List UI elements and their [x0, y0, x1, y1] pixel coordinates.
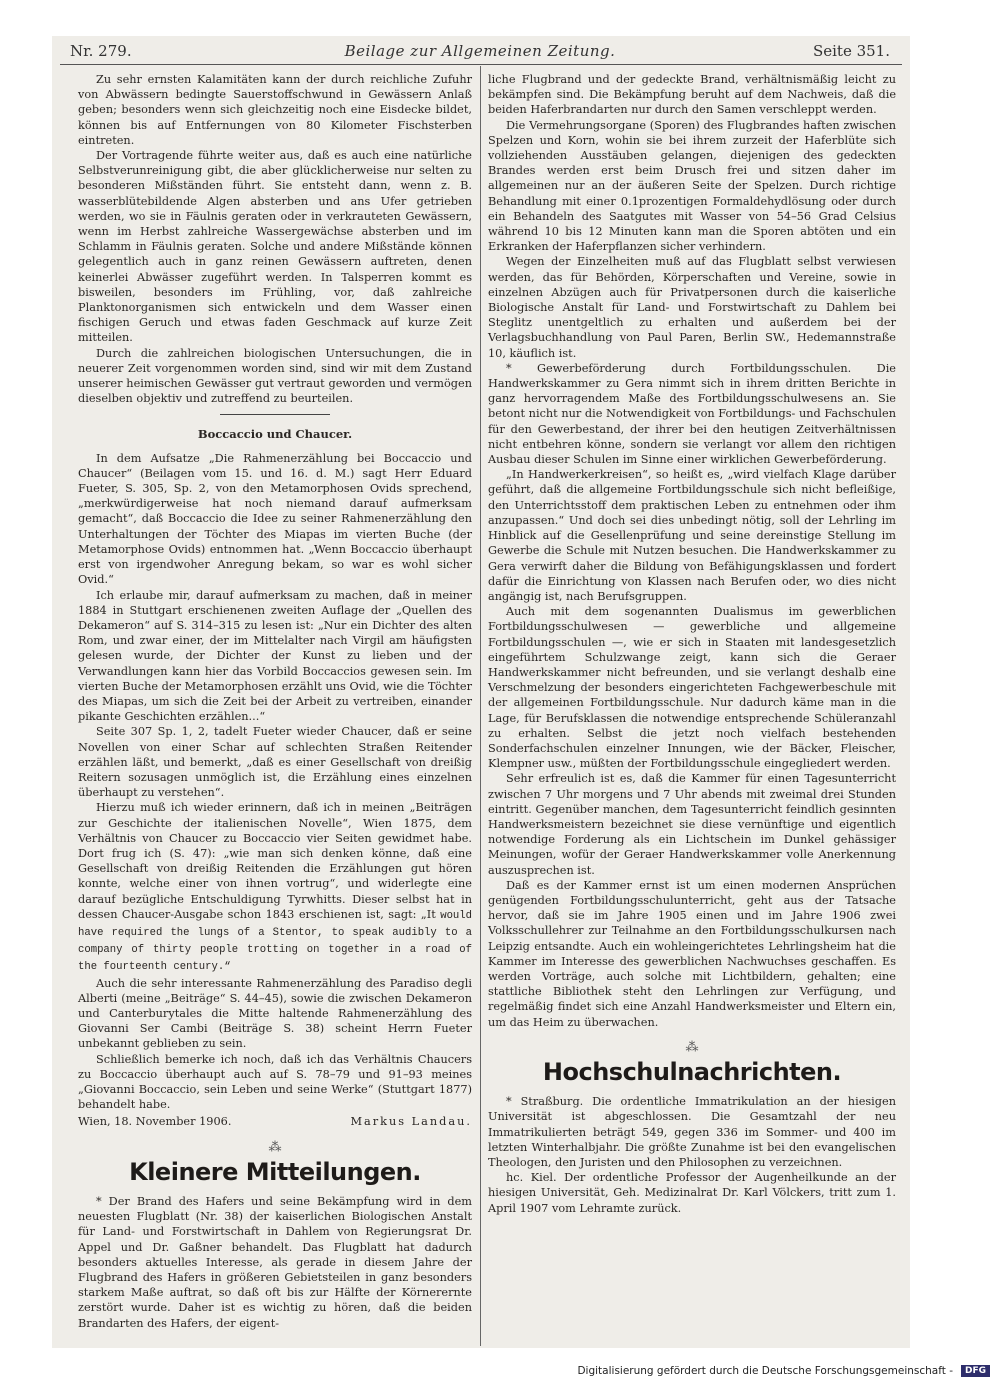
article-title-boccaccio: Boccaccio und Chaucer.	[197, 427, 353, 442]
paragraph-strassburg: * Straßburg. Die ordentliche Immatrikulation an der hiesigen Universität ist abgeschlossen. Die Gesamtzahl der neu Immatrikulierten beträgt 549, gegen 336 im Sommer- und 400 im letzten Winterhalbjahr. Die größte Zunahme ist bei den evangelischen Theologen, den Juristen und den Philosophen zu verzeichnen.	[488, 1095, 896, 1170]
paragraph-boccaccio-4-german: Hierzu muß ich wieder erinnern, daß ich in meinen „Beiträgen zur Geschichte der italienischen Novelle“, Wien 1875, dem Verhältnis von Chaucer zu Boccaccio vier Seiten gewidmet habe. Dort frug ich (S. 47): „wie man sich denken könne, daß eine Gesellschaft von dreißig Reitenden die Erzählungen gut hören konnte, welche einer von ihnen vortrug“, und widerlegte eine darauf bezügliche Entschuldigung Tyrwhitts. Dieser selbst hat in dessen Chaucer-Ausgabe schon 1843 erschienen ist, sagt: „It	[78, 801, 472, 921]
paragraph-biologische-untersuchungen: Durch die zahlreichen biologischen Untersuchungen, die in neuerer Zeit vorgenommen worden sind, sind wir mit dem Zustand unserer heimischen Gewässer gut vertraut geworden und vermögen dieselben objektiv und zutreffend zu beurteilen.	[78, 346, 472, 406]
paragraph-dualismus: Auch mit dem sogenannten Dualismus im gewerblichen Fortbildungsschulwesen — gewerbliche und allgemeine Fortbildungsschulen —, wie er sich in Staaten mit landesgesetzlich eingeführtem Schulzwange zeigt, kann sich die Geraer Handwerkskammer nicht befreunden, und sie verlangt deshalb eine Verschmelzung der besonders eingerichteten Fachgewerbeschule mit der allgemeinen Fortbildungsschule. Nur dadurch käme man in die Lage, für Berufsklassen die notwendige entsprechende Schüleranzahl zu erhalten. Selbst die jetzt noch vielfach bestehenden Sonderfachschulen einzelner Innungen, wie der Bäcker, Fleischer, Klempner usw., müßten der Fortbildungsschule eingegliedert werden.	[488, 605, 896, 771]
dfg-logo-icon: DFG	[961, 1365, 990, 1377]
paragraph-selbstverunreinigung: Der Vortragende führte weiter aus, daß es auch eine natürliche Selbstverunreinigung gibt, die aber glücklicherweise nur selten zu besonderen Mißständen führt. Sie entsteht dann, wenn z. B. wasserblütebildende Algen absterben und ans Ufer getrieben werden, wo sie in Fäulnis geraten oder in verkrauteten Gewässern, wenn im Herbst zahlreiche Wassergewächse absterben und im Schlamm in Fäulnis geraten. Solche und andere Mißstände können gelegentlich auch in ganz reinen Gewässern auftreten, denen keinerlei Abwässer zugeführt werden. In Talsperren kommt es bisweilen, besonders im Frühling, vor, daß zahlreiche Planktonorganismen sich entwickeln und dem Wasser einen fischigen Geruch und etwas faden Geschmack auf kurze Zeit mitteilen.	[78, 149, 472, 345]
paragraph-haferbrand: * Der Brand des Hafers und seine Bekämpfung wird in dem neuesten Flugblatt (Nr. 38) der kaiserlichen Biologischen Anstalt für Land- und Forstwirtschaft in Dahlem von Regierungsrat Dr. Appel und Dr. Gaßner behandelt. Das Flugblatt hat dadurch besonders aktuelles Interesse, als gerade in diesem Jahre der Flugbrand des Hafers in größeren Gebietsteilen in ganz besonders starkem Maße auftrat, so daß oft bis zur Hälfte der Körnerernte zerstört wurde. Daher ist es wichtig zu hören, daß die beiden Brandarten des Hafers, der eigent-	[78, 1195, 472, 1330]
paragraph-lehrlingsheim: Daß es der Kammer ernst ist um einen modernen Ansprüchen genügenden Fortbildungsschulunterricht, geht aus der Tatsache hervor, daß sie im Jahre 1905 einen und im Jahre 1906 zwei Volksschullehrer zur Teilnahme an den Fortbildungsschulkursen nach Leipzig entsandte. Auch ein wohleingerichtetes Lehrlingsheim hat die Kammer im Interesse des gewerblichen Nachwuchses geschaffen. Es werden Vorträge, auch solche mit Lichtbildern, gehalten; eine stattliche Bibliothek steht den Lehrlingen zur Verfügung, und regelmäßig findet sich eine Anzahl Handwerksmeister und Eltern ein, um das Heim zu überwachen.	[488, 878, 896, 1029]
page-header	[70, 42, 890, 64]
ornament-right: ⁂	[685, 1039, 699, 1055]
ornament-left: ⁂	[268, 1139, 282, 1155]
paragraph-flugblatt: Wegen der Einzelheiten muß auf das Flugblatt selbst verwiesen werden, das für Behörden, Körperschaften und Vereine, sowie in einzelnen Abzügen auch für Privatpersonen durch die kaiserliche Biologische Anstalt für Land- und Forstwirtschaft zu Dahlem bei Steglitz unentgeltlich zu erhalten und außerdem bei der Verlagsbuchhandlung von Paul Paren, Berlin SW., Hedemannstraße 10, käuflich ist.	[488, 255, 896, 360]
column-divider	[480, 66, 481, 1346]
paragraph-sporen: Die Vermehrungsorgane (Sporen) des Flugbrandes haften zwischen Spelzen und Korn, wohin sie bei ihrem zurzeit der Haferblüte sich vollziehenden Ausstäuben gelangen, diejenigen des gedeckten Brandes werden erst beim Drusch frei und sitzen daher im allgemeinen nur an der äußeren Seite der Spelzen. Durch richtige Behandlung mit einer 0.1prozentigen Formaldehydlösung oder durch ein Behandeln des Saatgutes mit Wasser von 54–56 Grad Celsius während 10 bis 12 Minuten kann man die Sporen abtöten und ein Erkranken der Haferpflanzen sicher verhindern.	[488, 118, 896, 254]
digitization-footer	[577, 1365, 990, 1377]
page-number-right: Seite 351.	[812, 42, 890, 60]
paragraph-gewerbefoerderung: * Gewerbeförderung durch Fortbildungsschulen. Die Handwerkskammer zu Gera nimmt sich in ihrem dritten Berichte in ganz hervorragendem Maße des Fortbildungsschulwesens an. Sie betont nicht nur die Notwendigkeit von Fortbildungs- und Fachschulen für den Gewerbestand, der ihrer bei den heutigen Zeitverhältnissen nicht entbehren könne, sondern sie verlangt vor allem den richtigen Ausbau dieser Schulen im Sinne einer wirklichen Gewerbeförderung.	[488, 361, 896, 467]
left-column	[78, 72, 473, 1330]
right-column	[488, 72, 896, 1312]
paragraph-handwerkerkreise: „In Handwerkerkreisen“, so heißt es, „wird vielfach Klage darüber geführt, daß die allgemeine Fortbildungsschule sich nicht befleißige, den Unterrichtsstoff dem praktischen Leben zu entnehmen oder ihm anzupassen.“ Und doch sei dies unbedingt nötig, soll der Lehrling im Hinblick auf die Gesellenprüfung und seine dereinstige Stellung im Gewerbe die Schule mit Nutzen besuchen. Die Handwerkskammer zu Gera verwirft daher die Bildung von Befähigungsklassen und fordert dafür die Einrichtung von Klassen nach Berufen oder, wo dies nicht angängig ist, nach Berufsgruppen.	[488, 468, 896, 603]
paragraph-boccaccio-5: Auch die sehr interessante Rahmenerzählung des Paradiso degli Alberti (meine „Beiträge“ S. 44–45), sowie die zwischen Dekameron und Canterburytales die Mitte haltende Rahmenerzählung des Giovanni Ser Cambi (Beiträge S. 38) scheint Herrn Fueter unbekannt geblieben zu sein.	[78, 976, 472, 1051]
header-rule	[60, 64, 902, 65]
signature-author: Markus Landau.	[350, 1115, 472, 1129]
page-number-left: Nr. 279.	[70, 42, 132, 60]
publication-title: Beilage zur Allgemeinen Zeitung.	[344, 42, 616, 60]
signature-line	[78, 1114, 472, 1129]
paragraph-tagesunterricht: Sehr erfreulich ist es, daß die Kammer für einen Tagesunterricht zwischen 7 Uhr morgens und 7 Uhr abends mit zweimal drei Stunden eintritt. Gegenüber manchen, dem Tagesunterricht feindlich gesinnten Handwerksmeistern bezeichnet sie diese vernünftige und eigentlich notwendige Forderung als ein Lichtschein im Dunkel gehässiger Meinungen, wofür der Geraer Handwerkskammer volle Anerkennung auszusprechen ist.	[488, 772, 896, 877]
section-title-hochschulnachrichten: Hochschulnachrichten.	[542, 1058, 842, 1086]
paragraph-boccaccio-4	[78, 800, 472, 975]
article-separator	[220, 414, 330, 415]
section-title-kleinere-mitteilungen: Kleinere Mitteilungen.	[129, 1157, 421, 1186]
paragraph-boccaccio-6: Schließlich bemerke ich noch, daß ich das Verhältnis Chaucers zu Boccaccio überhaupt auch auf S. 78–79 und 91–93 meines „Giovanni Boccaccio, sein Leben und seine Werke“ (Stuttgart 1877) behandelt habe.	[78, 1052, 472, 1112]
paragraph-sauerstoff: Zu sehr ernsten Kalamitäten kann der durch reichliche Zufuhr von Abwässern bedingte Sauerstoffschwund in Gewässern Anlaß geben; besonders wenn sich gleichzeitig noch eine Eisdecke bildet, können bis auf Entfernungen von 80 Kilometer Fischsterben eintreten.	[78, 73, 472, 147]
paragraph-boccaccio-4-english: would have required the lungs of a Stentor, to speak audibly to a company of thirty people trotting on together in a road of the fourteenth century.“	[78, 909, 473, 974]
paragraph-kiel: hc. Kiel. Der ordentliche Professor der Augenheilkunde an der hiesigen Universität, Geh. Medizinalrat Dr. Karl Völckers, tritt zum 1. April 1907 vom Lehramte zurück.	[488, 1171, 896, 1215]
newspaper-page	[52, 36, 910, 1348]
paragraph-boccaccio-3: Seite 307 Sp. 1, 2, tadelt Fueter wieder Chaucer, daß er seine Novellen von einer Schar auf schlechten Straßen Reitender erzählen läßt, und bemerkt, „daß es einer Gesellschaft von dreißig Reitern sozusagen unmöglich ist, die Erzählung eines einzelnen überhaupt zu verstehen“.	[78, 725, 472, 800]
paragraph-boccaccio-1: In dem Aufsatze „Die Rahmenerzählung bei Boccaccio und Chaucer“ (Beilagen vom 15. und 16. d. M.) sagt Herr Eduard Fueter, S. 305, Sp. 2, von den Metamorphosen Ovids sprechend, „merkwürdigerweise hat noch niemand darauf aufmerksam gemacht“, daß Boccaccio die Idee zu seiner Rahmenerzählung den Unterhaltungen der Töchter des Miapas im vierten Buche (der Metamorphose Ovids) entnommen hat. „Wenn Boccaccio überhaupt erst von irgendwoher Anregung bekam, so war es wohl sicher Ovid.“	[78, 451, 472, 587]
signature-place-date: Wien, 18. November 1906.	[78, 1115, 232, 1129]
footer-text: Digitalisierung gefördert durch die Deutsche Forschungsgemeinschaft -	[577, 1365, 953, 1377]
paragraph-haferbrand-cont: liche Flugbrand und der gedeckte Brand, verhältnismäßig leicht zu bekämpfen sind. Die Bekämpfung beruht auf dem Nachweis, daß die beiden Haferbrandarten nur durch den Samen verschleppt werden.	[488, 73, 896, 117]
paragraph-boccaccio-2: Ich erlaube mir, darauf aufmerksam zu machen, daß in meiner 1884 in Stuttgart erschienenen zweiten Auflage der „Quellen des Dekameron“ auf S. 314–315 zu lesen ist: „Nur ein Dichter des alten Rom, und zwar einer, der im Mittelalter nach Virgil am häufigsten gelesen wurde, der Dichter der Kunst zu lieben und der Verwandlungen kann hier das Vorbild Boccaccios gewesen sein. Im vierten Buche der Metamorphosen erzählt uns Ovid, wie die Töchter des Miapas, um sich die Zeit bei der Arbeit zu vertreiben, einander pikante Geschichten erzählen...“	[78, 588, 472, 724]
